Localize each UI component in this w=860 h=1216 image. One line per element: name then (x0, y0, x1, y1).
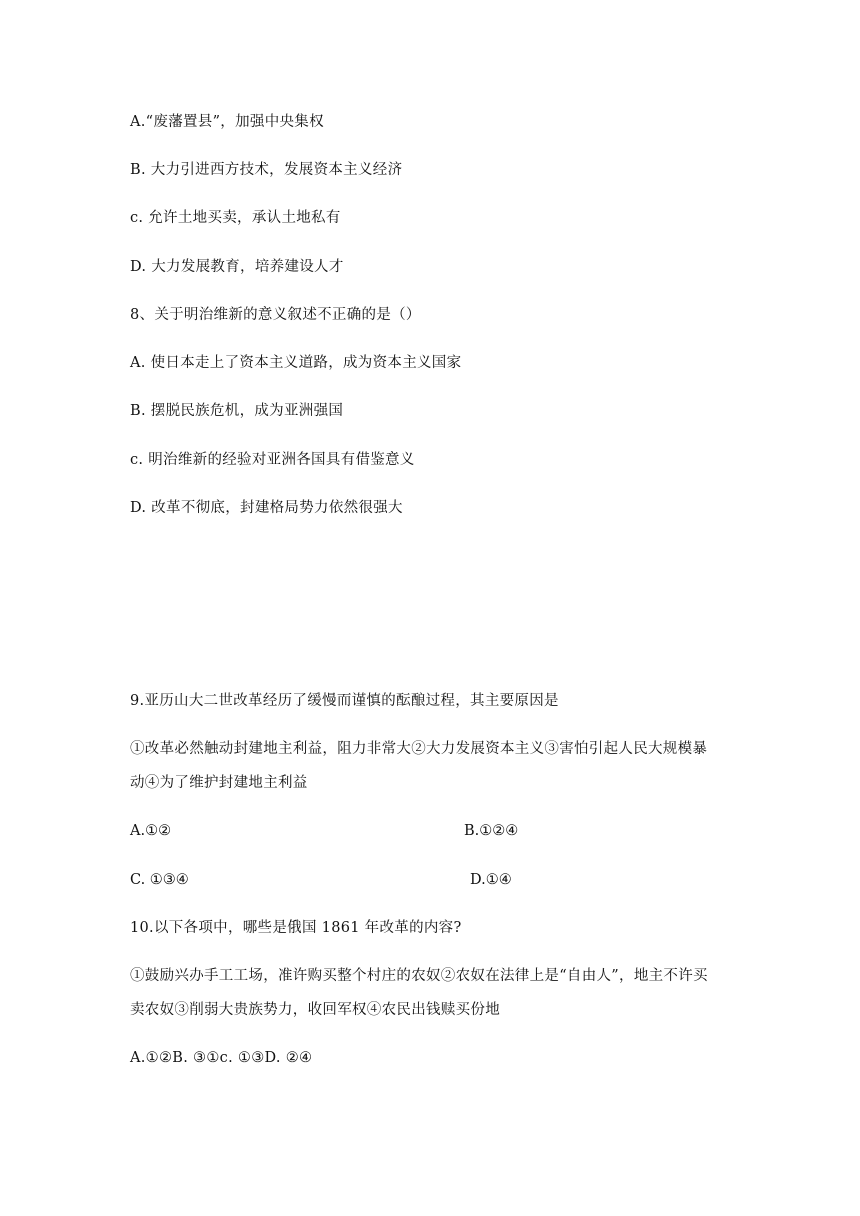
q10-options: A.①②B. ③①c. ①③D. ②④ (130, 1050, 313, 1066)
q8-option-b: B. 摆脱民族危机，成为亚洲强国 (130, 403, 344, 419)
q9-option-d: D.①④ (470, 872, 512, 888)
q8-stem: 8、关于明治维新的意义叙述不正确的是（） (130, 307, 421, 323)
q9-option-a: A.①② (130, 823, 172, 839)
q10-stem: 10.以下各项中，哪些是俄国 1861 年改革的内容? (130, 920, 462, 936)
q9-stem: 9.亚历山大二世改革经历了缓慢而谨慎的酝酿过程，其主要原因是 (130, 693, 559, 709)
q7-option-c: c. 允许土地买卖，承认土地私有 (130, 210, 341, 226)
q9-items-line-2: 动④为了维护封建地主利益 (130, 775, 308, 791)
q9-option-c: C. ①③④ (130, 872, 189, 888)
q9-items-line-1: ①改革必然触动封建地主利益，阻力非常大②大力发展资本主义③害怕引起人民大规模暴 (130, 741, 708, 757)
q10-items-line-2: 卖农奴③削弱大贵族势力，收回军权④农民出钱赎买份地 (130, 1002, 500, 1018)
q10-items-line-1: ①鼓励兴办手工工场，准许购买整个村庄的农奴②农奴在法律上是“自由人”，地主不许买 (130, 968, 708, 984)
q7-option-b: B. 大力引进西方技术，发展资本主义经济 (130, 162, 403, 178)
q7-option-d: D. 大力发展教育，培养建设人才 (130, 259, 344, 275)
q8-option-c: c. 明治维新的经验对亚洲各国具有借鉴意义 (130, 452, 415, 468)
q8-option-d: D. 改革不彻底，封建格局势力依然很强大 (130, 500, 403, 516)
q9-option-b: B.①②④ (464, 823, 519, 839)
q7-option-a: A.“废藩置县”，加强中央集权 (130, 114, 324, 130)
q8-option-a: A. 使日本走上了资本主义道路，成为资本主义国家 (130, 355, 462, 371)
